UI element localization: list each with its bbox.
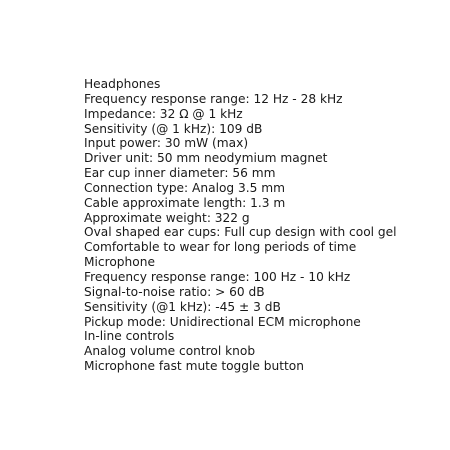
spec-line-pickup-mode: Pickup mode: Unidirectional ECM microphone	[84, 314, 361, 329]
spec-line-impedance: Impedance: 32 Ω @ 1 kHz	[84, 106, 243, 121]
spec-line-mic-frequency-response: Frequency response range: 100 Hz - 10 kHz	[84, 269, 351, 284]
spec-line-cable-length: Cable approximate length: 1.3 m	[84, 195, 286, 210]
spec-line-signal-to-noise: Signal-to-noise ratio: > 60 dB	[84, 284, 265, 299]
spec-line-connection-type: Connection type: Analog 3.5 mm	[84, 180, 286, 195]
spec-line-mute-button: Microphone fast mute toggle button	[84, 359, 304, 374]
section-heading-microphone: Microphone	[84, 255, 155, 270]
spec-line-mic-sensitivity: Sensitivity (@1 kHz): -45 ± 3 dB	[84, 299, 281, 314]
section-heading-headphones: Headphones	[84, 77, 161, 91]
spec-line-weight: Approximate weight: 322 g	[84, 210, 250, 225]
spec-line-input-power: Input power: 30 mW (max)	[84, 136, 249, 151]
section-heading-inline-controls: In-line controls	[84, 329, 175, 344]
spec-line-ear-cup-diameter: Ear cup inner diameter: 56 mm	[84, 166, 276, 181]
spec-line-sensitivity: Sensitivity (@ 1 kHz): 109 dB	[84, 121, 263, 136]
spec-line-frequency-response: Frequency response range: 12 Hz - 28 kHz	[84, 91, 343, 106]
spec-line-driver-unit: Driver unit: 50 mm neodymium magnet	[84, 151, 328, 166]
spec-line-comfort: Comfortable to wear for long periods of time	[84, 240, 357, 255]
spec-line-volume-knob: Analog volume control knob	[84, 344, 256, 359]
spec-text-block	[84, 77, 397, 374]
spec-line-ear-cups: Oval shaped ear cups: Full cup design with cool gel	[84, 225, 397, 240]
